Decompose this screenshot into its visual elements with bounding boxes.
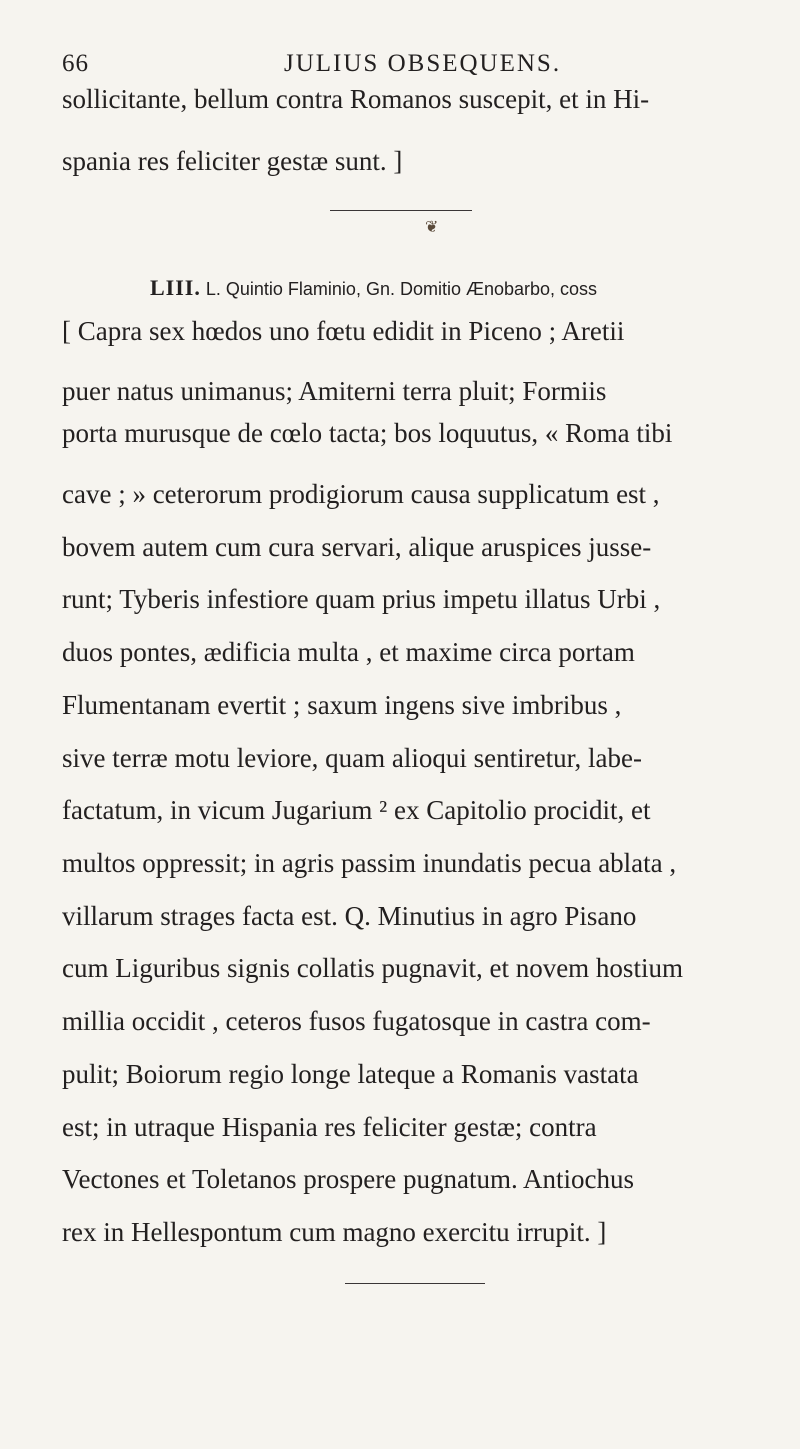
section-number: LIII. — [150, 275, 201, 300]
ornament-icon: ❦ — [425, 219, 439, 236]
section-heading — [150, 275, 597, 301]
intro-line: spania res feliciter gestæ sunt. ] — [62, 146, 403, 176]
body-line: cum Liguribus signis collatis pugnavit, et novem hostium — [62, 953, 683, 983]
body-line: Flumentanam evertit ; saxum ingens sive imbribus , — [62, 690, 622, 720]
body-line: puer natus unimanus; Amiterni terra pluit; Formiis — [62, 376, 607, 406]
page-number: 66 — [62, 50, 89, 77]
body-line: Vectones et Toletanos prospere pugnatum. Antiochus — [62, 1164, 634, 1194]
body-line: sive terræ motu leviore, quam alioqui sentiretur, labe- — [62, 743, 642, 773]
running-title: JULIUS OBSEQUENS. — [284, 50, 562, 77]
body-line: runt; Tyberis infestiore quam prius impetu illatus Urbi , — [62, 584, 661, 614]
body-line: millia occidit , ceteros fusos fugatosque in castra com- — [62, 1006, 651, 1036]
body-line: villarum strages facta est. Q. Minutius in agro Pisano — [62, 901, 637, 931]
intro-line: sollicitante, bellum contra Romanos suscepit, et in Hi- — [62, 84, 650, 114]
body-line: duos pontes, ædificia multa , et maxime circa portam — [62, 637, 635, 667]
body-line: pulit; Boiorum regio longe lateque a Romanis vastata — [62, 1059, 639, 1089]
body-line: multos oppressit; in agris passim inundatis pecua ablata , — [62, 848, 677, 878]
body-line: est; in utraque Hispania res feliciter gestæ; contra — [62, 1112, 597, 1142]
body-line: factatum, in vicum Jugarium ² ex Capitolio procidit, et — [62, 795, 651, 825]
body-line: bovem autem cum cura servari, alique aruspices jusse- — [62, 532, 652, 562]
body-line: [ Capra sex hœdos uno fœtu edidit in Piceno ; Aretii — [62, 316, 625, 346]
body-line: porta murusque de cœlo tacta; bos loquutus, « Roma tibi — [62, 418, 673, 448]
body-line: rex in Hellespontum cum magno exercitu irrupit. ] — [62, 1217, 607, 1247]
section-title: L. Quintio Flaminio, Gn. Domitio Ænobarbo, coss — [205, 279, 598, 299]
section-divider — [330, 210, 472, 211]
closing-divider — [345, 1283, 485, 1284]
body-line: cave ; » ceterorum prodigiorum causa supplicatum est , — [62, 479, 660, 509]
